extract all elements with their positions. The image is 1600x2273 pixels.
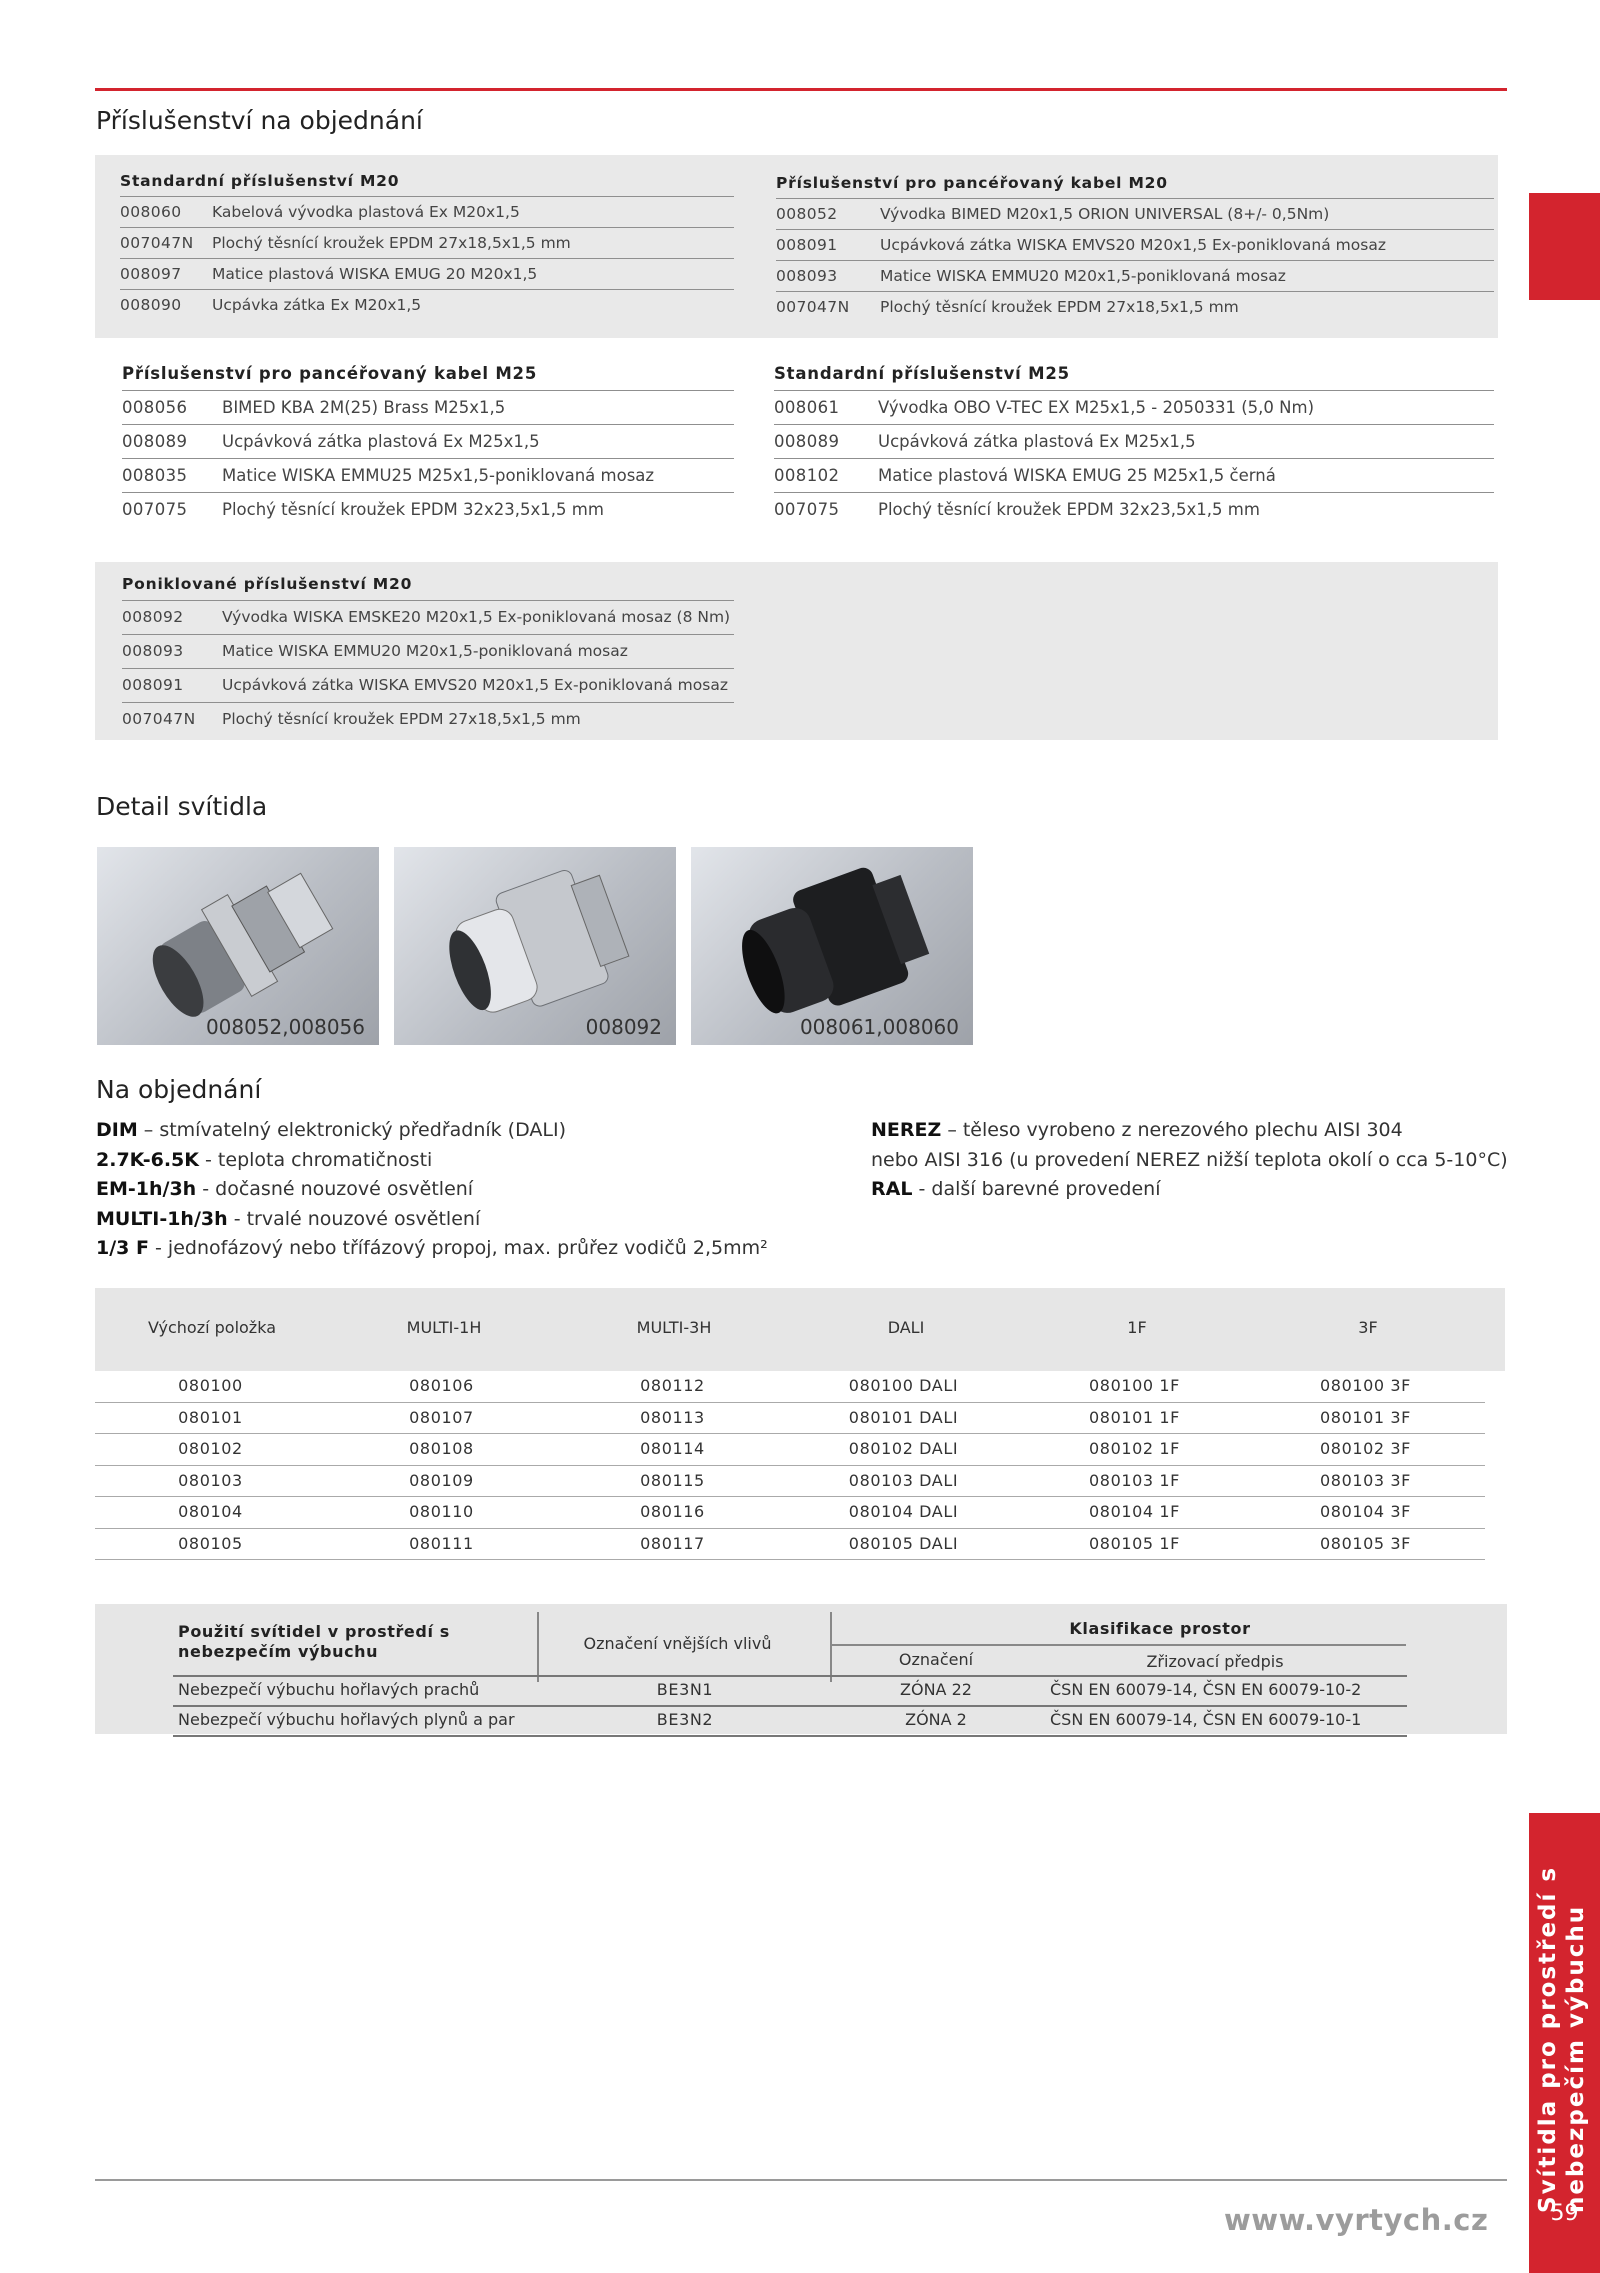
acc-row [774,492,1494,526]
acc-table [122,358,734,526]
acc-code: 007047N [122,710,196,728]
legend-right [871,1116,1508,1205]
acc-table [122,568,734,736]
photo-label: 008092 [585,1015,662,1039]
options-header: MULTI-1H [406,1318,482,1337]
acc-desc: Plochý těsnící kroužek EPDM 27x18,5x1,5 mm [212,234,571,252]
acc-table [120,166,734,320]
acc-code: 008097 [120,265,182,283]
side-section-text: Svítidla pro prostředí s nebezpečím výbuchu [1535,1865,1589,2213]
divider [832,1644,1406,1646]
legend-item: 2.7K-6.5K - teplota chromatičnosti [96,1148,433,1171]
table-row: 080100 080106 080112 080100 DALI 080100 1F 080100 3F [95,1371,1485,1403]
acc-code: 008056 [122,398,188,417]
acc-desc: Ucpávková zátka WISKA EMVS20 M20x1,5 Ex-poniklovaná mosaz [222,676,728,694]
order-heading: Na objednání [96,1075,262,1104]
table-row: 080104 080110 080116 080104 DALI 080104 1F 080104 3F [95,1497,1485,1529]
acc-row [776,260,1494,291]
legend-item: RAL - další barevné provedení [871,1178,1161,1200]
acc-row [120,227,734,258]
legend-item: 1/3 F - jednofázový nebo třífázový propoj, max. průřez vodičů 2,5mm² [96,1237,768,1259]
side-section-label [1529,1813,1600,2273]
section-tab [1529,193,1600,300]
table-row: 080105 080111 080117 080105 DALI 080105 1F 080105 3F [95,1529,1485,1561]
acc-row [122,668,734,702]
acc-desc: Matice WISKA EMMU20 M20x1,5-poniklovaná mosaz [880,267,1286,285]
divider [537,1612,539,1682]
class-sub-header: Označení [898,1650,974,1669]
class-sub-header: Zřizovací předpis [1146,1652,1284,1671]
table-row: 080102 080108 080114 080102 DALI 080102 1F 080102 3F [95,1434,1485,1466]
acc-code: 008089 [122,432,188,451]
divider [173,1735,1407,1737]
options-table [95,1371,1485,1560]
acc-code: 008035 [122,466,188,485]
acc-desc: BIMED KBA 2M(25) Brass M25x1,5 [222,398,506,417]
acc-row [774,458,1494,492]
acc-code: 008102 [774,466,840,485]
acc-code: 008090 [120,296,182,314]
acc-code: 008060 [120,203,182,221]
class-row-zone: ZÓNA 2 [905,1710,967,1729]
options-header: 1F [1127,1318,1147,1337]
acc-desc: Plochý těsnící kroužek EPDM 32x23,5x1,5 mm [878,500,1260,519]
acc-code: 007075 [122,500,188,519]
acc-table-title: Příslušenství pro pancéřovaný kabel M25 [122,364,538,383]
acc-desc: Matice WISKA EMMU20 M20x1,5-poniklovaná mosaz [222,642,628,660]
acc-desc: Ucpávková zátka plastová Ex M25x1,5 [222,432,540,451]
acc-desc: Ucpávková zátka WISKA EMVS20 M20x1,5 Ex-poniklovaná mosaz [880,236,1386,254]
acc-row [776,198,1494,229]
footer-rule [95,2179,1507,2181]
top-rule [95,88,1507,91]
legend-item: NEREZ – těleso vyrobeno z nerezového plechu AISI 304 [871,1119,1403,1141]
acc-desc: Vývodka OBO V-TEC EX M25x1,5 - 2050331 (5,0 Nm) [878,398,1315,417]
photo-label: 008061,008060 [799,1015,959,1039]
acc-row [122,702,734,736]
acc-desc: Matice WISKA EMMU25 M25x1,5-poniklovaná mosaz [222,466,655,485]
detail-heading: Detail svítidla [96,792,268,821]
page-number: 59 [1550,2201,1579,2226]
acc-row [120,289,734,320]
acc-row [774,390,1494,424]
acc-code: 008091 [776,236,838,254]
acc-code: 008093 [776,267,838,285]
acc-desc: Ucpávková zátka plastová Ex M25x1,5 [878,432,1196,451]
acc-code: 008092 [122,608,184,626]
class-row-mark: BE3N2 [656,1710,714,1729]
acc-table-title: Standardní příslušenství M25 [774,364,1070,383]
website-logo: www.vyrtych.cz [1224,2203,1489,2237]
divider [830,1612,832,1682]
acc-table-title: Standardní příslušenství M20 [120,172,400,190]
class-row-usage: Nebezpečí výbuchu hořlavých prachů [178,1680,480,1699]
acc-code: 008089 [774,432,840,451]
acc-row [122,424,734,458]
class-group-header: Klasifikace prostor [1069,1619,1251,1638]
photo-label: 008052,008056 [205,1015,365,1039]
class-col1-header: Použití svítidel v prostředí s nebezpečím výbuchu [178,1622,450,1661]
acc-row [122,634,734,668]
class-row-mark: BE3N1 [656,1680,714,1699]
legend-item: DIM – stmívatelný elektronický předřadník (DALI) [96,1119,566,1141]
acc-desc: Vývodka WISKA EMSKE20 M20x1,5 Ex-poniklovaná mosaz (8 Nm) [222,608,731,626]
class-col2-header: Označení vnějších vlivů [583,1634,772,1653]
acc-row [120,196,734,227]
options-header: MULTI-3H [636,1318,712,1337]
class-row-standard: ČSN EN 60079-14, ČSN EN 60079-10-2 [1050,1680,1362,1699]
acc-desc: Vývodka BIMED M20x1,5 ORION UNIVERSAL (8+/- 0,5Nm) [880,205,1330,223]
class-row-usage: Nebezpečí výbuchu hořlavých plynů a par [178,1710,515,1729]
class-row-standard: ČSN EN 60079-14, ČSN EN 60079-10-1 [1050,1710,1362,1729]
acc-table-title: Příslušenství pro pancéřovaný kabel M20 [776,174,1168,192]
acc-desc: Matice plastová WISKA EMUG 25 M25x1,5 černá [878,466,1276,485]
options-header: DALI [887,1318,925,1337]
acc-code: 008091 [122,676,184,694]
photo-black-gland [691,847,973,1045]
divider [173,1675,1407,1677]
acc-row [122,458,734,492]
acc-desc: Kabelová vývodka plastová Ex M20x1,5 [212,203,520,221]
acc-desc: Ucpávka zátka Ex M20x1,5 [212,296,422,314]
acc-desc: Plochý těsnící kroužek EPDM 27x18,5x1,5 mm [880,298,1239,316]
options-header: 3F [1358,1318,1378,1337]
legend-item: EM-1h/3h - dočasné nouzové osvětlení [96,1178,474,1200]
photo-nickel-gland [394,847,676,1045]
acc-row [122,390,734,424]
acc-desc: Matice plastová WISKA EMUG 20 M20x1,5 [212,265,538,283]
divider [173,1705,1407,1707]
acc-code: 008061 [774,398,840,417]
legend-item: MULTI-1h/3h - trvalé nouzové osvětlení [96,1207,481,1230]
acc-row [120,258,734,289]
table-row: 080101 080107 080113 080101 DALI 080101 1F 080101 3F [95,1403,1485,1435]
acc-code: 008052 [776,205,838,223]
acc-code: 008093 [122,642,184,660]
acc-code: 007075 [774,500,840,519]
acc-table [774,358,1494,526]
class-row-zone: ZÓNA 22 [900,1680,972,1699]
legend-item: nebo AISI 316 (u provedení NEREZ nižší teplota okolí o cca 5-10°C) [871,1148,1508,1171]
acc-row [776,291,1494,322]
acc-code: 007047N [776,298,850,316]
acc-row [122,600,734,634]
acc-row [122,492,734,526]
legend-left [96,1116,768,1264]
acc-desc: Plochý těsnící kroužek EPDM 32x23,5x1,5 mm [222,500,604,519]
acc-desc: Plochý těsnící kroužek EPDM 27x18,5x1,5 mm [222,710,581,728]
table-row: 080103 080109 080115 080103 DALI 080103 1F 080103 3F [95,1466,1485,1498]
acc-row [776,229,1494,260]
accessories-heading: Příslušenství na objednání [96,106,423,135]
photo-armoured-gland [97,847,379,1045]
acc-table-title: Poniklované příslušenství M20 [122,575,413,593]
acc-code: 007047N [120,234,194,252]
acc-row [774,424,1494,458]
options-header: Výchozí položka [147,1318,276,1337]
acc-table [776,168,1494,322]
